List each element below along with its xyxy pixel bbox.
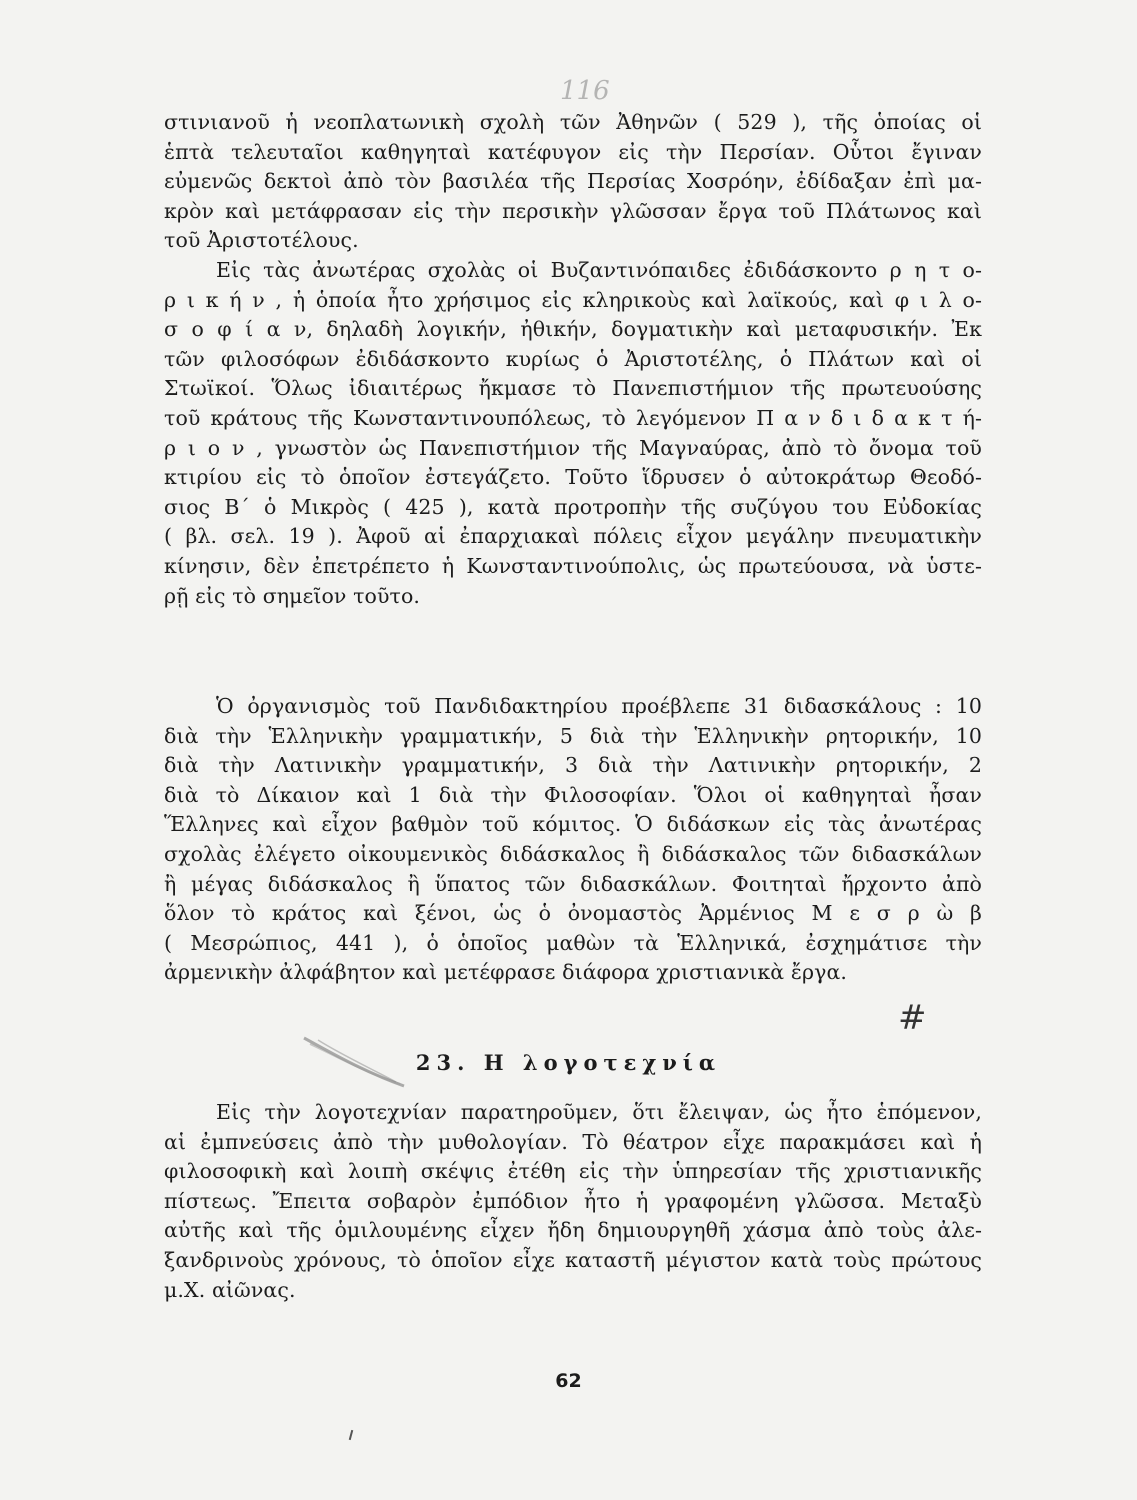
page-number: 62 bbox=[555, 1370, 582, 1392]
text-line: αἱ ἐμπνεύσεις ἀπὸ τὴν μυθολογίαν. Τὸ θέατρον εἶχε παρακμάσει καὶ ἡ bbox=[164, 1129, 982, 1154]
text-line: μ.Χ. αἰῶνας. bbox=[164, 1277, 296, 1302]
paragraph-4 bbox=[164, 1098, 982, 1305]
text-line: ρῇ εἰς τὸ σημεῖον τοῦτο. bbox=[164, 583, 421, 608]
text-line: Εἰς τὴν λογοτεχνίαν παρατηροῦμεν, ὅτι ἔλειψαν, ὡς ἦτο ἑπόμενον, bbox=[216, 1100, 982, 1124]
text-line: τοῦ Ἀριστοτέλους. bbox=[164, 228, 359, 253]
paragraph-1 bbox=[164, 108, 982, 256]
text-line: Ἕλληνες καὶ εἶχον βαθμὸν τοῦ κόμιτος. Ὁ διδάσκων εἰς τὰς ἀνωτέρας bbox=[164, 812, 982, 837]
text-line: τῶν φιλοσόφων ἐδιδάσκοντο κυρίως ὁ Ἀριστοτέλης, ὁ Πλάτων καὶ οἱ bbox=[164, 346, 982, 371]
text-line: ὅλον τὸ κράτος καὶ ξένοι, ὡς ὁ ὀνομαστὸς Ἀρμένιος Μ ε σ ρ ὼ β bbox=[164, 901, 982, 926]
text-line: ( Μεσρώπιος, 441 ), ὁ ὁποῖος μαθὼν τὰ Ἑλληνικά, ἐσχημάτισε τὴν bbox=[164, 930, 982, 955]
text-line: ( βλ. σελ. 19 ). Ἀφοῦ αἱ ἐπαρχιακαὶ πόλεις εἶχον μεγάλην πνευματικὴν bbox=[164, 524, 982, 549]
text-line: διὰ τὸ Δίκαιον καὶ 1 διὰ τὴν Φιλοσοφίαν. Ὅλοι οἱ καθηγηταὶ ἦσαν bbox=[164, 782, 982, 807]
pencil-annotation: 116 bbox=[560, 76, 610, 106]
text-line: διὰ τὴν Λατινικὴν γραμματικήν, 3 διὰ τὴν Λατινικὴν ρητορικήν, 2 bbox=[164, 753, 982, 778]
text-line: κρὸν καὶ μετάφρασαν εἰς τὴν περσικὴν γλῶσσαν ἔργα τοῦ Πλάτωνος καὶ bbox=[164, 198, 982, 223]
paragraph-3 bbox=[164, 692, 982, 988]
text-line: ρ ι ο ν , γνωστὸν ὡς Πανεπιστήμιον τῆς Μαγναύρας, ἀπὸ τὸ ὄνομα τοῦ bbox=[164, 435, 982, 460]
text-line: ἑπτὰ τελευταῖοι καθηγηταὶ κατέφυγον εἰς τὴν Περσίαν. Οὗτοι ἔγιναν bbox=[164, 139, 982, 164]
text-column-bottom bbox=[164, 1098, 982, 1305]
text-line: ἢ μέγας διδάσκαλος ἢ ὕπατος τῶν διδασκάλων. Φοιτηταὶ ἤρχοντο ἀπὸ bbox=[164, 871, 982, 896]
text-line: τοῦ κράτους τῆς Κωνσταντινουπόλεως, τὸ λεγόμενον Π α ν δ ι δ α κ τ ή- bbox=[164, 405, 982, 430]
text-line: διὰ τὴν Ἑλληνικὴν γραμματικήν, 5 διὰ τὴν Ἑλληνικὴν ρητορικήν, 10 bbox=[164, 723, 982, 748]
text-line: φιλοσοφικὴ καὶ λοιπὴ σκέψις ἐτέθη εἰς τὴν ὑπηρεσίαν τῆς χριστιανικῆς bbox=[164, 1159, 982, 1184]
text-line: κτιρίου εἰς τὸ ὁποῖον ἐστεγάζετο. Τοῦτο ἵδρυσεν ὁ αὐτοκράτωρ Θεοδό- bbox=[164, 465, 982, 490]
text-column-middle bbox=[164, 692, 982, 988]
text-line: πίστεως. Ἔπειτα σοβαρὸν ἐμπόδιον ἦτο ἡ γραφομένη γλῶσσα. Μεταξὺ bbox=[164, 1188, 982, 1213]
text-line: ξανδρινοὺς χρόνους, τὸ ὁποῖον εἶχε καταστῆ μέγιστον κατὰ τοὺς πρώτους bbox=[164, 1247, 982, 1272]
text-line: σιος Β΄ ὁ Μικρὸς ( 425 ), κατὰ προτροπὴν τῆς συζύγου του Εὐδοκίας bbox=[164, 494, 982, 519]
text-line: ἀρμενικὴν ἀλφάβητον καὶ μετέφρασε διάφορα χριστιανικὰ ἔργα. bbox=[164, 960, 848, 985]
text-line: σ ο φ ί α ν, δηλαδὴ λογικήν, ἠθικήν, δογματικὴν καὶ μεταφυσικήν. Ἐκ bbox=[164, 317, 982, 342]
section-heading: 23. Η λογοτεχνία bbox=[415, 1050, 722, 1075]
text-line: Στωϊκοί. Ὅλως ἰδιαιτέρως ἤκμασε τὸ Πανεπιστήμιον τῆς πρωτευούσης bbox=[164, 376, 982, 401]
text-line: κίνησιν, δὲν ἐπετρέπετο ἡ Κωνσταντινούπολις, ὡς πρωτεύουσα, νὰ ὑστε- bbox=[164, 553, 982, 578]
text-line: Εἰς τὰς ἀνωτέρας σχολὰς οἱ Βυζαντινόπαιδες ἐδιδάσκοντο ρ η τ ο- bbox=[216, 257, 982, 282]
paragraph-2 bbox=[164, 256, 982, 611]
text-line: αὐτῆς καὶ τῆς ὁμιλουμένης εἶχεν ἤδη δημιουργηθῆ χάσμα ἀπὸ τοὺς ἀλε- bbox=[164, 1218, 982, 1243]
text-line: σχολὰς ἐλέγετο οἰκουμενικὸς διδάσκαλος ἢ διδάσκαλος τῶν διδασκάλων bbox=[164, 841, 982, 866]
text-line: εὐμενῶς δεκτοὶ ἀπὸ τὸν βασιλέα τῆς Περσίας Χοσρόην, ἐδίδαξαν ἐπὶ μα- bbox=[164, 169, 982, 194]
text-column-top bbox=[164, 108, 982, 611]
pencil-dash-mark bbox=[349, 1430, 354, 1440]
text-line: ρ ι κ ή ν , ἡ ὁποία ἦτο χρήσιμος εἰς κληρικοὺς καὶ λαϊκούς, καὶ φ ι λ ο- bbox=[164, 287, 982, 312]
handwritten-hash-mark: # bbox=[898, 998, 927, 1038]
text-line: Ὁ ὀργανισμὸς τοῦ Πανδιδακτηρίου προέβλεπε 31 διδασκάλους : 10 bbox=[216, 694, 982, 718]
text-line: στινιανοῦ ἡ νεοπλατωνικὴ σχολὴ τῶν Ἀθηνῶν ( 529 ), τῆς ὁποίας οἱ bbox=[164, 110, 982, 134]
